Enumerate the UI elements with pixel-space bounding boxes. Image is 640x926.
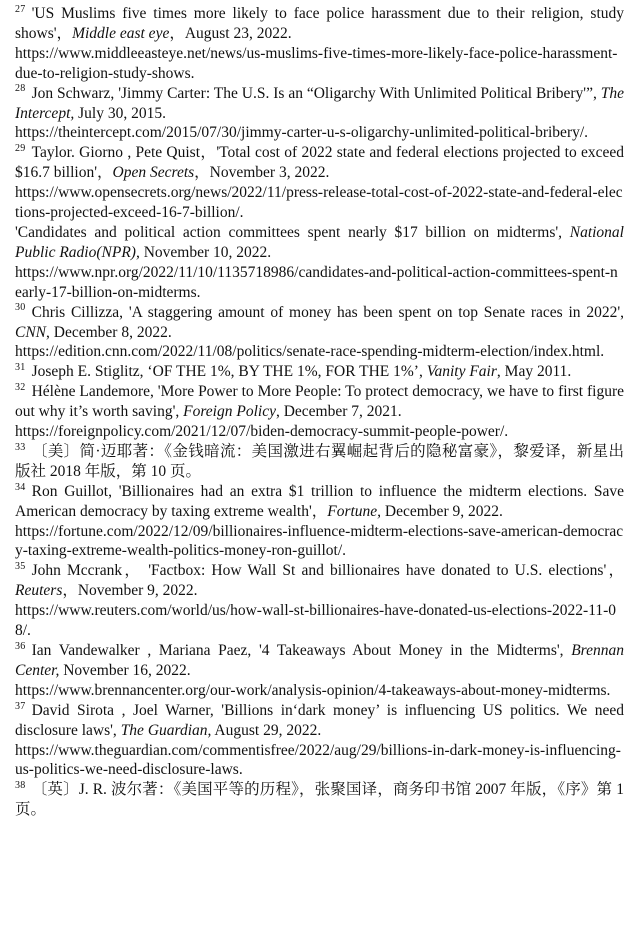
footnote-number: 27 — [15, 3, 26, 15]
footnote-number: 38 — [15, 780, 26, 792]
footnote-37 — [15, 701, 624, 781]
citation-text-run: July 30, 2015. — [74, 104, 166, 122]
citation-text-run: Ron Guillot, 'Billionaires had an extra $1 trillion to influence the midterm elections. Save American democracy by taxing extreme wealth'， — [15, 482, 624, 520]
footnote-27 — [15, 4, 624, 84]
footnote-citation-text — [15, 143, 624, 183]
citation-text-run: 〔英〕J. R. 波尔著：《美国平等的历程》，张聚国译，商务印书馆 2007 年版，《序》第 1 页。 — [15, 781, 624, 819]
footnote-number: 29 — [15, 143, 26, 155]
footnote-number: 34 — [15, 481, 26, 493]
citation-text-run: Chris Cillizza, 'A staggering amount of money has been spent on top Senate races in 2022', — [31, 303, 624, 321]
citation-text-run: November 16, 2022. — [59, 661, 191, 679]
footnote-36 — [15, 641, 624, 701]
citation-text-run: https://theintercept.com/2015/07/30/jimmy-carter-u-s-oligarchy-unlimited-political-bribery/. — [15, 124, 589, 142]
citation-text-run: ，November 3, 2022. — [194, 164, 330, 182]
footnote-citation-text — [15, 780, 624, 820]
footnote-34 — [15, 482, 624, 562]
footnote-28 — [15, 84, 624, 144]
footnote-citation-text — [15, 4, 624, 44]
source-name-italic: National Public Radio(NPR), — [15, 223, 624, 261]
footnote-citation-text — [15, 641, 624, 681]
citation-text-run: November 10, 2022. — [139, 243, 272, 261]
footnote-url-text — [15, 342, 624, 362]
footnote-url-text — [15, 183, 624, 223]
citation-text-run: https://www.reuters.com/world/us/how-wall-st-billionaires-have-donated-us-elections-2022-11-08/. — [15, 602, 617, 640]
citation-text-run: Jon Schwarz, 'Jimmy Carter: The U.S. Is an “Oligarchy With Unlimited Political Bribery'”, — [31, 84, 601, 102]
citation-text-run: https://fortune.com/2022/12/09/billionaires-influence-midterm-elections-save-american-democracy-taxing-extreme-wealth-politics-money-ron-guillot/. — [15, 522, 624, 560]
footnote-29 — [15, 143, 624, 302]
footnote-number: 36 — [15, 640, 26, 652]
citation-text-run: Hélène Landemore, 'More Power to More People: To protect democracy, we have to first figure out why it’s worth saving', — [15, 383, 624, 421]
footnote-citation-text — [15, 442, 624, 482]
citation-text-run: Taylor. Giorno , Pete Quist，'Total cost of 2022 state and federal elections projected to exceed $16.7 billion'， — [15, 144, 624, 182]
footnote-url-text — [15, 522, 624, 562]
citation-text-run: August 29, 2022. — [211, 721, 322, 739]
footnote-35 — [15, 561, 624, 641]
citation-text-run: John Mccrank， 'Factbox: How Wall St and billionaires have donated to U.S. elections'， — [31, 562, 624, 580]
footnote-citation-text — [15, 482, 624, 522]
citation-text-run: https://foreignpolicy.com/2021/12/07/biden-democracy-summit-people-power/. — [15, 423, 509, 441]
citation-text-run: Joseph E. Stiglitz, ‘OF THE 1%, BY THE 1%, FOR THE 1%’, — [31, 363, 427, 381]
citation-text-run: ，August 23, 2022. — [169, 24, 292, 42]
footnote-32 — [15, 382, 624, 442]
source-name-italic: The Guardian, — [120, 721, 212, 739]
footnote-number: 28 — [15, 83, 26, 95]
footnote-number: 33 — [15, 441, 26, 453]
citation-text-run: David Sirota , Joel Warner, 'Billions in‘dark money’ is influencing US politics. We need disclosure laws', — [15, 701, 624, 739]
source-name-italic: Middle east eye — [72, 24, 170, 42]
footnote-citation-text — [15, 701, 624, 741]
footnote-citation-text — [15, 382, 624, 422]
footnote-citation-text — [15, 303, 624, 343]
citation-text-run: https://www.opensecrets.org/news/2022/11/press-release-total-cost-of-2022-state-and-federal-elections-projected-exceed-16-7-billion/. — [15, 184, 623, 222]
citation-text-run: 'US Muslims five times more likely to face police harassment due to their religion, study shows'， — [15, 5, 624, 42]
source-name-italic: Fortune, — [327, 502, 382, 520]
footnote-citation-text — [15, 223, 624, 263]
footnote-33 — [15, 442, 624, 482]
citation-text-run: https://www.npr.org/2022/11/10/1135718986/candidates-and-political-action-committees-spent-nearly-17-billion-on-midterms. — [15, 263, 618, 301]
footnote-number: 32 — [15, 382, 26, 394]
footnote-30 — [15, 303, 624, 363]
footnote-31 — [15, 362, 624, 382]
footnote-url-text — [15, 681, 624, 701]
footnote-citation-text — [15, 561, 624, 601]
source-name-italic: Open Secrets — [112, 164, 195, 182]
source-name-italic: Reuters — [15, 582, 63, 600]
footnote-url-text — [15, 422, 624, 442]
footnote-number: 37 — [15, 700, 26, 712]
footnote-citation-text — [15, 84, 624, 124]
citation-text-run: Ian Vandewalker , Mariana Paez, '4 Takeaways About Money in the Midterms', — [31, 642, 572, 659]
footnote-url-text — [15, 44, 624, 84]
citation-text-run: , December 7, 2021. — [275, 403, 402, 421]
source-name-italic: Foreign Policy — [183, 403, 276, 421]
citation-text-run: ，November 9, 2022. — [62, 582, 198, 600]
source-name-italic: CNN — [15, 323, 47, 341]
footnote-citation-text — [15, 362, 624, 382]
citation-text-run: , May 2011. — [496, 363, 572, 381]
source-name-italic: Vanity Fair — [426, 363, 497, 381]
footnote-number: 30 — [15, 302, 26, 314]
citation-text-run: https://edition.cnn.com/2022/11/08/politics/senate-race-spending-midterm-election/index.html. — [15, 343, 605, 361]
citation-text-run: 'Candidates and political action committees spent nearly $17 billion on midterms', — [15, 223, 570, 241]
footnote-number: 31 — [15, 362, 26, 374]
citation-text-run: https://www.theguardian.com/commentisfree/2022/aug/29/billions-in-dark-money-is-influencing-us-politics-we-need-disclosure-laws. — [15, 741, 621, 779]
footnote-url-text — [15, 741, 624, 781]
citation-text-run: December 9, 2022. — [381, 502, 503, 520]
footnote-url-text — [15, 601, 624, 641]
citation-text-run: https://www.brennancenter.org/our-work/analysis-opinion/4-takeaways-about-money-midterms. — [15, 681, 611, 699]
source-name-italic: Brennan Center, — [15, 642, 624, 679]
footnote-number: 35 — [15, 561, 26, 573]
citation-text-run: , December 8, 2022. — [46, 323, 172, 341]
footnote-url-text — [15, 123, 624, 143]
footnote-url-text — [15, 263, 624, 303]
citation-text-run: 〔美〕简·迈耶著：《金钱暗流：美国激进右翼崛起背后的隐秘富豪》，黎爱译，新星出版社 2018 年版，第 10 页。 — [15, 442, 624, 480]
citation-text-run: https://www.middleeasteye.net/news/us-muslims-five-times-more-likely-face-police-harassment-due-to-religion-study-shows. — [15, 44, 618, 82]
source-name-italic: The Intercept, — [15, 84, 624, 122]
footnote-38 — [15, 780, 624, 820]
footnote-list — [15, 4, 624, 820]
